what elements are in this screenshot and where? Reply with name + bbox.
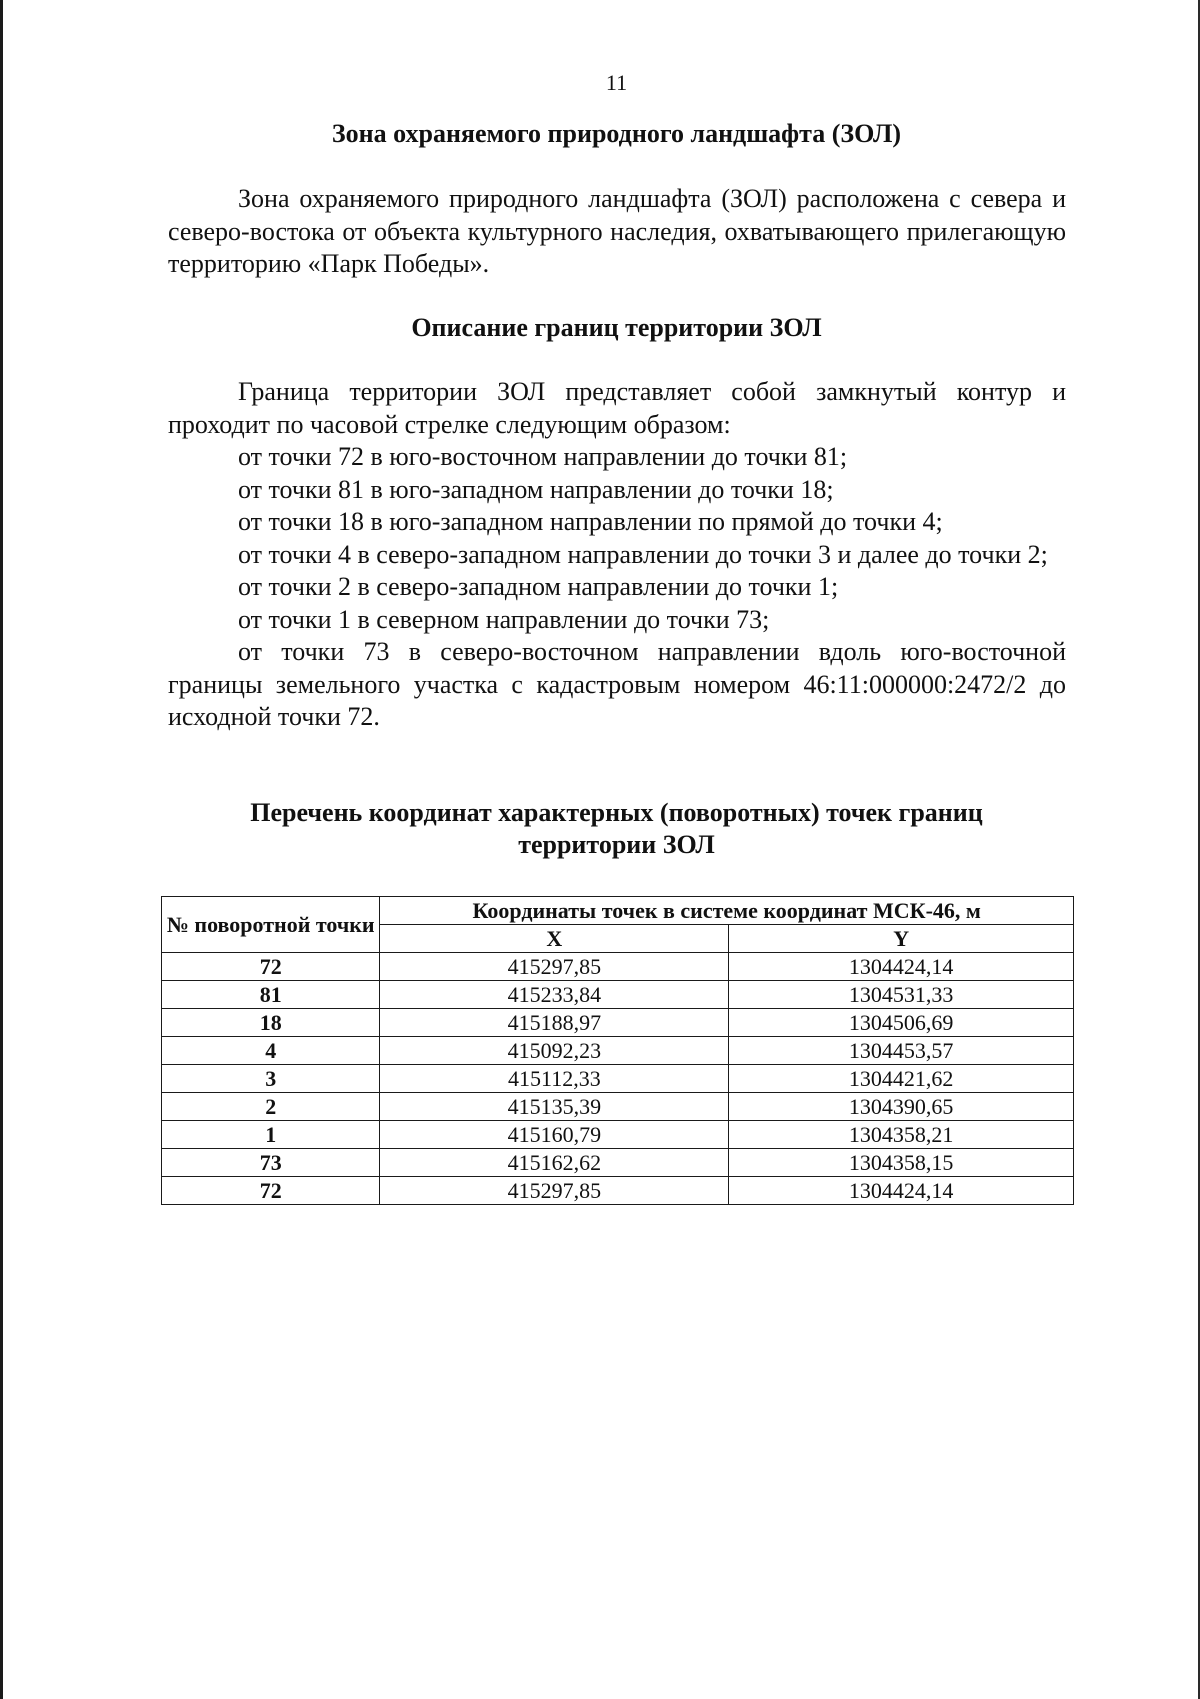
table-row [162, 1065, 1074, 1093]
coord-y: 1304358,15 [729, 1149, 1074, 1177]
point-number: 1 [162, 1121, 380, 1149]
table-row [162, 953, 1074, 981]
coord-y: 1304390,65 [729, 1093, 1074, 1121]
route-step: от точки 2 в северо-западном направлении до точки 1; [238, 572, 839, 601]
route-step: от точки 73 в северо-восточном направлении вдоль юго-восточной границы земельного участка с кадастровым номером 46:11:000000:2472/2 до исходной точки 72. [168, 637, 1066, 731]
table-row [162, 1177, 1074, 1205]
header-x: X [380, 925, 729, 953]
point-number: 3 [162, 1065, 380, 1093]
coord-x: 415092,23 [380, 1037, 729, 1065]
intro-paragraph: Зона охраняемого природного ландшафта (ЗОЛ) расположена с севера и северо-востока от объекта культурного наследия, охватывающего прилегающую территорию «Парк Победы». [168, 184, 1066, 278]
coord-x: 415162,62 [380, 1149, 729, 1177]
route-step: от точки 18 в юго-западном направлении по прямой до точки 4; [238, 507, 943, 536]
point-number: 73 [162, 1149, 380, 1177]
section-title: Зона охраняемого природного ландшафта (ЗОЛ) [331, 119, 902, 148]
intro-section [168, 183, 1066, 281]
point-number: 81 [162, 981, 380, 1009]
point-number: 4 [162, 1037, 380, 1065]
point-number: 72 [162, 1177, 380, 1205]
coord-x: 415135,39 [380, 1093, 729, 1121]
coordinates-table [161, 896, 1074, 1205]
boundaries-intro: Граница территории ЗОЛ представляет собой замкнутый контур и проходит по часовой стрелке следующим образом: [168, 377, 1066, 439]
header-y: Y [729, 925, 1074, 953]
coord-x: 415297,85 [380, 953, 729, 981]
header-coordinates: Координаты точек в системе координат МСК-46, м [380, 897, 1074, 925]
route-step: от точки 72 в юго-восточном направлении до точки 81; [238, 442, 848, 471]
coord-y: 1304424,14 [729, 1177, 1074, 1205]
point-number: 72 [162, 953, 380, 981]
coord-x: 415112,33 [380, 1065, 729, 1093]
coord-x: 415188,97 [380, 1009, 729, 1037]
table-title [0, 797, 1200, 861]
page-number: 11 [605, 70, 628, 95]
table-title-text: Перечень координат характерных (поворотных) точек границ территории ЗОЛ [250, 798, 983, 859]
coord-y: 1304453,57 [729, 1037, 1074, 1065]
table-header-row [162, 897, 1074, 925]
table-row [162, 1149, 1074, 1177]
point-number: 18 [162, 1009, 380, 1037]
boundaries-title: Описание границ территории ЗОЛ [411, 313, 822, 342]
coord-y: 1304421,62 [729, 1065, 1074, 1093]
table-row [162, 1009, 1074, 1037]
coord-y: 1304531,33 [729, 981, 1074, 1009]
table-row [162, 981, 1074, 1009]
route-step: от точки 81 в юго-западном направлении до точки 18; [238, 474, 834, 504]
coord-y: 1304506,69 [729, 1009, 1074, 1037]
table-row [162, 1121, 1074, 1149]
route-step: от точки 1 в северном направлении до точки 73; [238, 604, 770, 634]
route-step: от точки 4 в северо-западном направлении до точки 3 и далее до точки 2; [238, 539, 1048, 569]
coord-x: 415233,84 [380, 981, 729, 1009]
coord-x: 415160,79 [380, 1121, 729, 1149]
boundary-description [168, 376, 1066, 734]
table-row [162, 1037, 1074, 1065]
table-row [162, 1093, 1074, 1121]
point-number: 2 [162, 1093, 380, 1121]
header-point-number: № поворотной точки [162, 897, 380, 953]
coord-y: 1304358,21 [729, 1121, 1074, 1149]
coord-x: 415297,85 [380, 1177, 729, 1205]
coord-y: 1304424,14 [729, 953, 1074, 981]
